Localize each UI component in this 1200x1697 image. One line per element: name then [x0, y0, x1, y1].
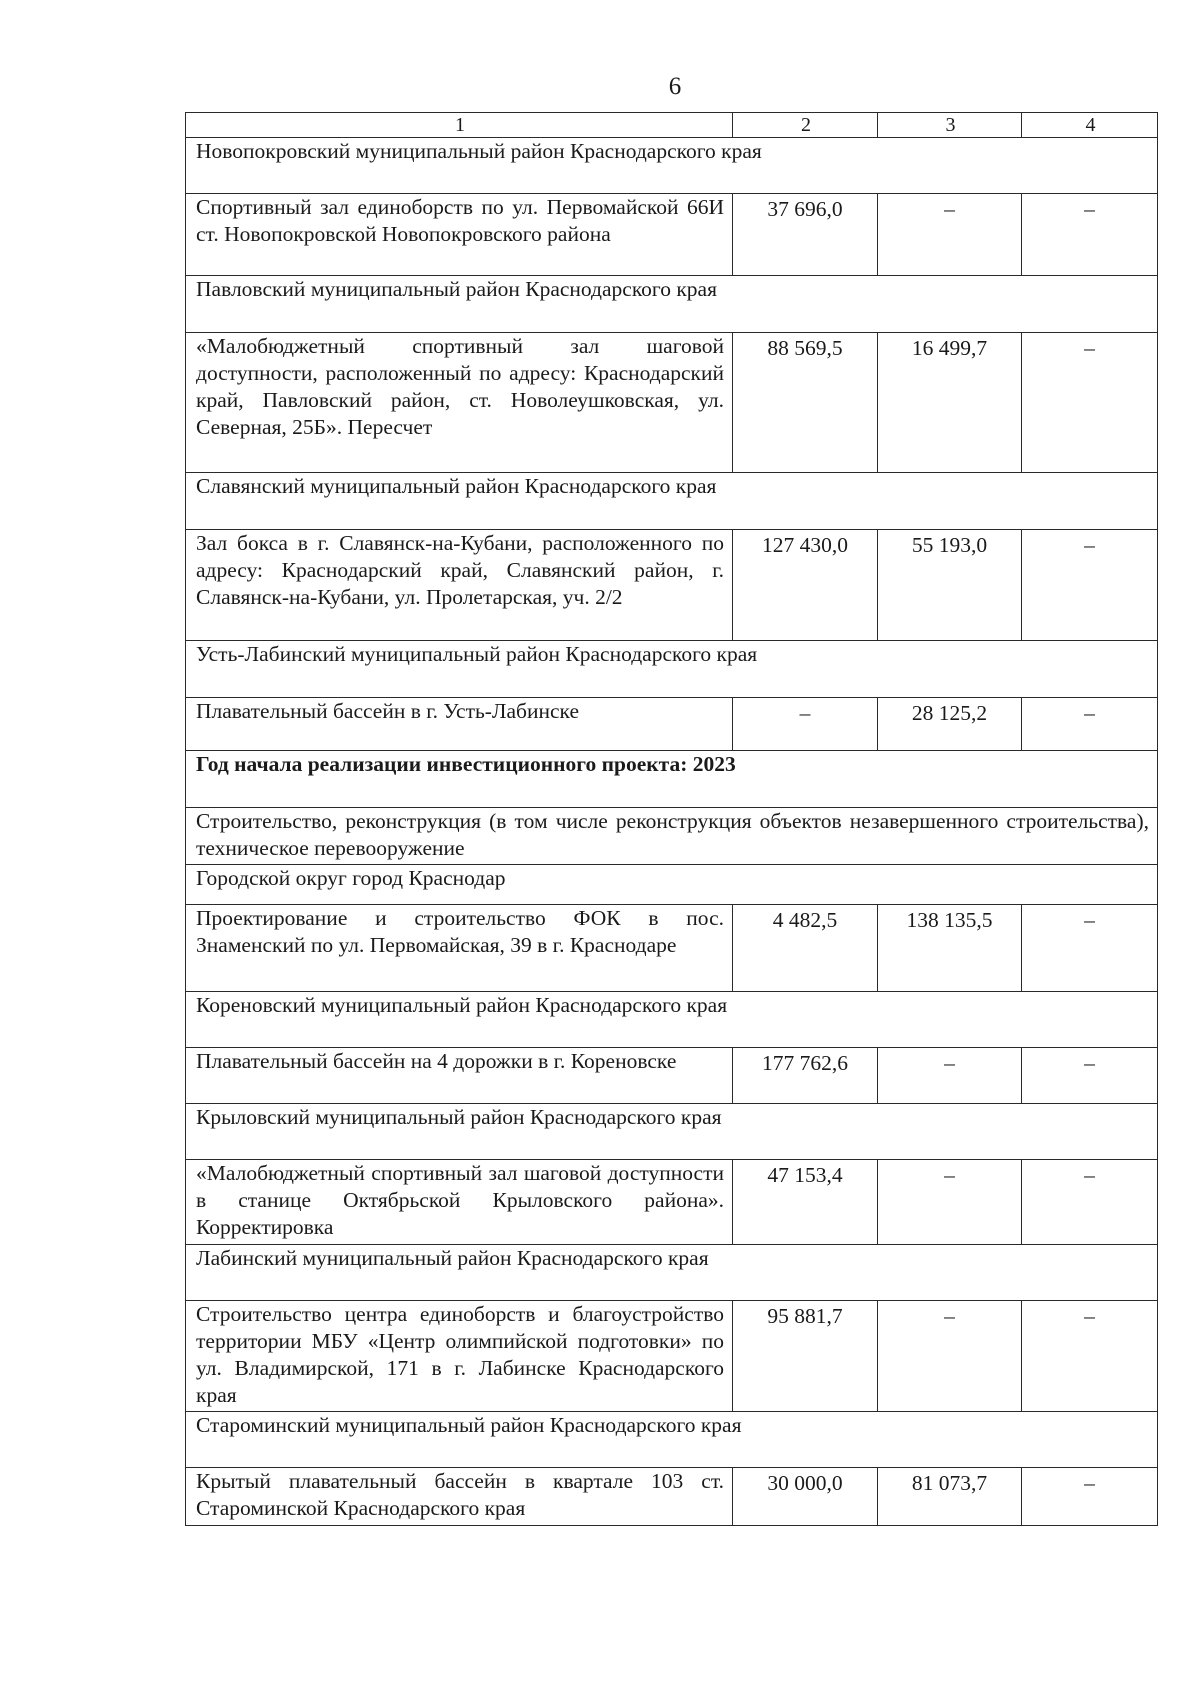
district-name: Кореновский муниципальный район Краснодарского края [186, 992, 1158, 1048]
project-row [186, 530, 1158, 641]
column-4-value: – [1022, 194, 1158, 276]
column-header-2: 2 [733, 113, 878, 138]
district-row [186, 473, 1158, 530]
column-2-value: 47 153,4 [733, 1160, 878, 1245]
district-row [186, 865, 1158, 905]
district-row [186, 1245, 1158, 1301]
project-row [186, 1160, 1158, 1245]
column-3-value: – [878, 1301, 1022, 1412]
column-header-3: 3 [878, 113, 1022, 138]
district-row [186, 641, 1158, 698]
project-row [186, 194, 1158, 276]
project-name: «Малобюджетный спортивный зал шаговой доступности в станице Октябрьской Крыловского района». Корректировка [186, 1160, 733, 1245]
district-name: Староминский муниципальный район Краснодарского края [186, 1412, 1158, 1468]
district-name: Павловский муниципальный район Краснодарского края [186, 276, 1158, 333]
project-name: Плавательный бассейн в г. Усть-Лабинске [186, 698, 733, 751]
subsection-row [186, 808, 1158, 865]
project-name: «Малобюджетный спортивный зал шаговой доступности, расположенный по адресу: Краснодарский край, Павловский район, ст. Новолеушковская, ул. Северная, 25Б». Пересчет [186, 333, 733, 473]
table-header-row [186, 113, 1158, 138]
column-3-value: – [878, 194, 1022, 276]
project-name: Строительство центра единоборств и благоустройство территории МБУ «Центр олимпийской подготовки» по ул. Владимирской, 171 в г. Лабинске Краснодарского края [186, 1301, 733, 1412]
column-3-value: 16 499,7 [878, 333, 1022, 473]
column-4-value: – [1022, 1048, 1158, 1104]
district-name: Славянский муниципальный район Краснодарского края [186, 473, 1158, 530]
column-2-value: 127 430,0 [733, 530, 878, 641]
district-name: Городской округ город Краснодар [186, 865, 1158, 905]
district-name: Усть-Лабинский муниципальный район Краснодарского края [186, 641, 1158, 698]
column-4-value: – [1022, 1468, 1158, 1526]
project-name: Спортивный зал единоборств по ул. Первомайской 66И ст. Новопокровской Новопокровского района [186, 194, 733, 276]
column-2-value: – [733, 698, 878, 751]
column-2-value: 177 762,6 [733, 1048, 878, 1104]
column-header-4: 4 [1022, 113, 1158, 138]
project-name: Проектирование и строительство ФОК в пос. Знаменский по ул. Первомайская, 39 в г. Краснодаре [186, 905, 733, 992]
column-4-value: – [1022, 1301, 1158, 1412]
project-row [186, 698, 1158, 751]
district-name: Лабинский муниципальный район Краснодарского края [186, 1245, 1158, 1301]
project-row [186, 905, 1158, 992]
project-name: Зал бокса в г. Славянск-на-Кубани, расположенного по адресу: Краснодарский край, Славянский район, г. Славянск-на-Кубани, ул. Пролетарская, уч. 2/2 [186, 530, 733, 641]
district-row [186, 1412, 1158, 1468]
project-row [186, 333, 1158, 473]
column-header-1: 1 [186, 113, 733, 138]
column-3-value: 28 125,2 [878, 698, 1022, 751]
project-name: Крытый плавательный бассейн в квартале 103 ст. Староминской Краснодарского края [186, 1468, 733, 1526]
column-2-value: 37 696,0 [733, 194, 878, 276]
column-3-value: – [878, 1160, 1022, 1245]
subsection-title: Строительство, реконструкция (в том числе реконструкция объектов незавершенного строительства), техническое перевооружение [186, 808, 1158, 865]
section-row [186, 751, 1158, 808]
project-row [186, 1048, 1158, 1104]
column-4-value: – [1022, 698, 1158, 751]
district-name: Новопокровский муниципальный район Краснодарского края [186, 138, 1158, 194]
district-row [186, 1104, 1158, 1160]
column-3-value: 55 193,0 [878, 530, 1022, 641]
column-4-value: – [1022, 333, 1158, 473]
column-4-value: – [1022, 905, 1158, 992]
project-row [186, 1468, 1158, 1526]
column-2-value: 88 569,5 [733, 333, 878, 473]
project-name: Плавательный бассейн на 4 дорожки в г. Кореновске [186, 1048, 733, 1104]
district-row [186, 276, 1158, 333]
column-3-value: – [878, 1048, 1022, 1104]
project-row [186, 1301, 1158, 1412]
column-3-value: 81 073,7 [878, 1468, 1022, 1526]
column-2-value: 95 881,7 [733, 1301, 878, 1412]
column-2-value: 30 000,0 [733, 1468, 878, 1526]
district-name: Крыловский муниципальный район Краснодарского края [186, 1104, 1158, 1160]
page-number: 6 [668, 73, 682, 100]
investment-projects-table [185, 112, 1158, 1526]
district-row [186, 992, 1158, 1048]
column-4-value: – [1022, 1160, 1158, 1245]
column-3-value: 138 135,5 [878, 905, 1022, 992]
district-row [186, 138, 1158, 194]
column-2-value: 4 482,5 [733, 905, 878, 992]
section-title: Год начала реализации инвестиционного проекта: 2023 [186, 751, 1158, 808]
column-4-value: – [1022, 530, 1158, 641]
